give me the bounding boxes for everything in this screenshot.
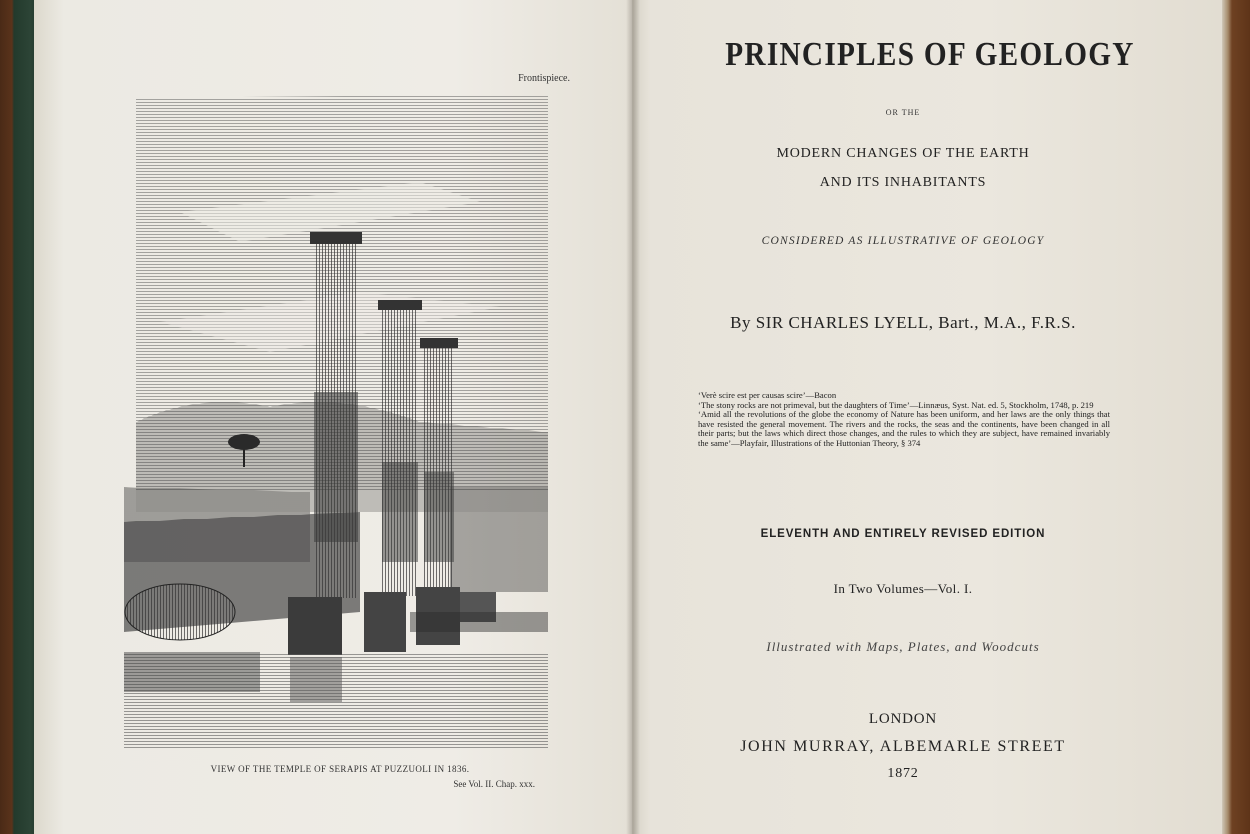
subtitle-line-1: MODERN CHANGES OF THE EARTH (776, 146, 1030, 161)
frontispiece-label: Frontispiece. (518, 73, 570, 84)
imprint-city: LONDON (868, 711, 938, 727)
book-cover-right (1222, 0, 1250, 834)
volumes-line: In Two Volumes—Vol. I. (833, 581, 973, 596)
imprint-publisher: JOHN MURRAY, ALBEMARLE STREET (740, 738, 1066, 755)
quote-playfair: ‘Amid all the revolutions of the globe the economy of Nature has been uniform, and her laws are the only things that have resisted the general movement. The rivers and the rocks, the seas and the continents, have been changed in all their parts; but the laws which direct those changes, and the rules to which they are subject, have remained invariably the same’—Playfair, Illustrations of the Huttonian Theory, § 374 (698, 409, 1110, 448)
considered-line: CONSIDERED AS ILLUSTRATIVE OF GEOLOGY (761, 235, 1045, 247)
epigraph-quotes (698, 391, 1110, 449)
quote-linnaeus: ‘The stony rocks are not primeval, but the daughters of Time’—Linnæus, Syst. Nat. ed. 5, Stockholm, 1748, p. 219 (698, 399, 1094, 410)
illustrated-line: Illustrated with Maps, Plates, and Woodcuts (766, 639, 1040, 654)
author-line: By SIR CHARLES LYELL, Bart., M.A., F.R.S. (730, 313, 1076, 332)
plate-reference: See Vol. II. Chap. xxx. (453, 779, 535, 789)
subtitle-line-2: AND ITS INHABITANTS (819, 175, 987, 190)
book-gutter (626, 0, 640, 834)
edition-line: ELEVENTH AND ENTIRELY REVISED EDITION (760, 528, 1046, 540)
book-title: PRINCIPLES OF GEOLOGY (725, 36, 1135, 73)
imprint-year: 1872 (887, 766, 919, 781)
quote-bacon: ‘Verè scire est per causas scire’—Bacon (698, 390, 837, 400)
temple-of-serapis-engraving (120, 92, 550, 752)
plate-caption: VIEW OF THE TEMPLE OF SERAPIS AT PUZZUOLI IN 1836. (210, 764, 470, 774)
or-the: OR THE (885, 108, 921, 117)
